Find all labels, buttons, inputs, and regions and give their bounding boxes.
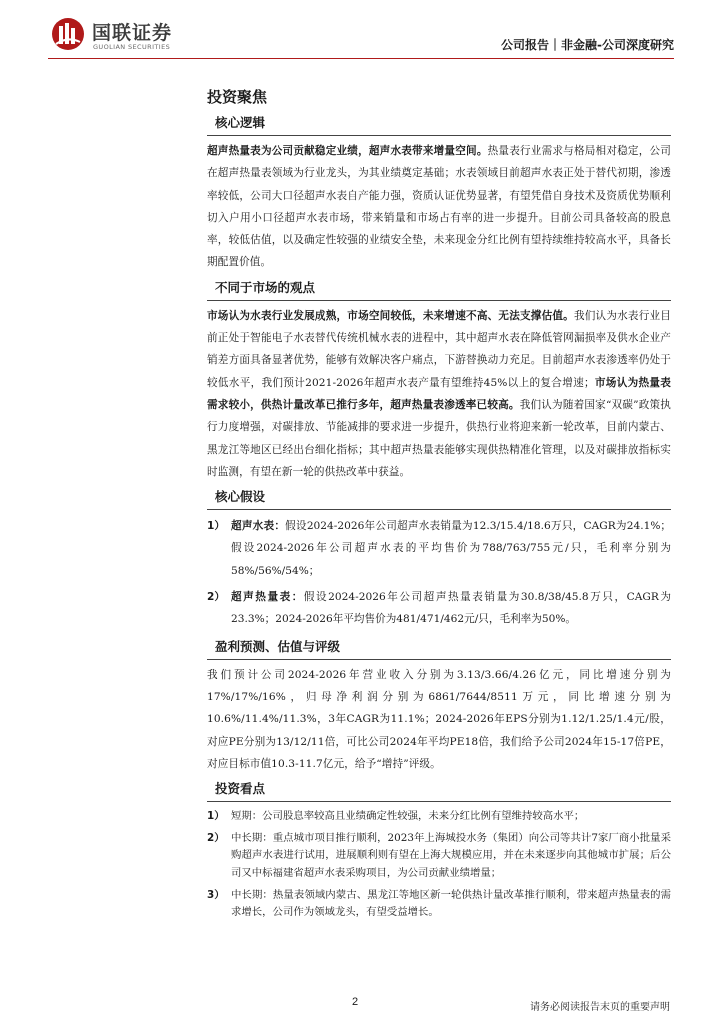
section-title: 核心逻辑 (215, 115, 266, 130)
body-text: 我们认为水表行业目前正处于智能电子水表替代传统机械水表的进程中，其中超声水表在降低管网漏损率及供水企业产销差方面具备显著优势，能够有效解决客户痛点，下游替换动力充足。目前超声水表渗透率仍处于较低水平，我们预计2021-2026年超声水表产量有望维持45%以上的复合增速； (207, 309, 671, 389)
logo-english-text: GUOLIAN SECURITIES (93, 43, 171, 51)
item-text: 短期：公司股息率较高且业绩确定性较强，未来分红比例有望维持较高水平； (231, 810, 585, 823)
item-number: 2） (207, 831, 225, 844)
item-text: 中长期：热量表领域内蒙古、黑龙江等地区新一轮供热计量改革推行顺利，带来超声热量表的需求增长，公司作为领域龙头，有望受益增长。 (231, 888, 671, 919)
list-item (207, 887, 671, 922)
main-content (207, 86, 671, 922)
paragraph (207, 140, 671, 274)
section-divider (207, 659, 671, 660)
section-divider (207, 509, 671, 510)
section-title: 盈利预测、估值与评级 (215, 638, 341, 654)
body-text-2: 我们认为随着国家“双碳”政策执行力度增强，对碳排放、节能减排的要求进一步提升，供热行业将迎来新一轮改革，目前内蒙古、黑龙江等地区已经出台细化指标；其中超声热量表能够实现供热精准化管理，以及对碳排放指标实时监测，有望在新一轮的供热改革中获益。 (207, 398, 671, 478)
section-different-view (207, 278, 671, 483)
item-number: 2） (207, 591, 225, 604)
page-header (0, 0, 724, 68)
item-body: 假设2024-2026年公司超声热量表销量为30.8/38/45.8万只，CAGR为23.3%；2024-2026年平均售价为481/471/462元/只，毛利率为50%。 (231, 591, 671, 626)
item-number: 1） (207, 520, 225, 533)
section-title: 不同于市场的观点 (215, 279, 316, 295)
section-divider (207, 801, 671, 802)
section-forecast (207, 637, 671, 775)
list-item (207, 830, 671, 883)
page-number: 2 (352, 996, 359, 1008)
section-core-logic (207, 113, 671, 274)
section-highlights (207, 779, 671, 922)
company-logo (50, 16, 200, 56)
disclaimer-note: 请务必阅读报告末页的重要声明 (530, 1002, 670, 1013)
list-item (207, 808, 671, 826)
item-number: 3） (207, 888, 225, 901)
header-divider (48, 58, 674, 59)
item-text (231, 515, 671, 582)
section-divider (207, 135, 671, 136)
paragraph (207, 305, 671, 483)
logo-chinese-text: 国联证券 (92, 22, 173, 44)
guolian-logo-icon (50, 16, 86, 52)
item-text (231, 586, 671, 631)
item-lead: 超声水表： (231, 520, 286, 533)
paragraph: 我们预计公司2024-2026年营业收入分别为3.13/3.66/4.26亿元，同比增速分别为17%/17%/16%，归母净利润分别为6861/7644/8511万元，同比增速分别为10.6%/11.4%/11.3%，3年CAGR为11.1%；2024-2026年EPS分别为1.12/1.25/1.4元/股，对应PE分别为13/12/11倍，可比公司2024年平均PE18倍，我们给予公司2024年15-17倍PE，对应目标市值10.3-11.7亿元，给予“增持”评级。 (207, 668, 671, 770)
item-number: 1） (207, 810, 225, 823)
item-body: 假设2024-2026年公司超声水表销量为12.3/15.4/18.6万只，CAGR为24.1%；假设2024-2026年公司超声水表的平均售价为788/763/755元/只，毛利率分别为58%/56%/54%； (231, 520, 672, 577)
item-text: 中长期：重点城市项目推行顺利，2023年上海城投水务（集团）向公司等共计7家厂商小批量采购超声水表进行试用，进展顺利则有望在上海大规模应用，并在未来逐步向其他城市扩展；后公司又中标福建省超声水表采购项目，为公司贡献业绩增量； (231, 831, 671, 879)
lead-sentence: 超声热量表为公司贡献稳定业绩，超声水表带来增量空间。 (207, 145, 488, 157)
section-title: 投资看点 (215, 781, 266, 797)
section-assumptions (207, 487, 671, 630)
body-text: 热量表行业需求与格局相对稳定，公司在超声热量表领域为行业龙头，为其业绩奠定基础；水表领域目前超声水表正处于替代初期，渗透率较低，公司大口径超声水表自产能力强，资质认证优势显著，有望凭借自身技术及资质优势顺利切入户用小口径超声水表市场，带来销量和市场占有率的进一步提升。目前公司具备较高的股息率，较低估值，以及确定性较强的业绩安全垫，未来现金分红比例有望持续维持较高水平，具备长期配置价值。 (207, 145, 671, 269)
document-type: 公司报告｜非金融-公司深度研究 (501, 38, 674, 52)
list-item (207, 586, 671, 631)
list-item (207, 515, 671, 582)
page-title: 投资聚焦 (207, 88, 268, 106)
item-lead: 超声热量表： (231, 591, 304, 604)
lead-sentence: 市场认为水表行业发展成熟，市场空间较低，未来增速不高、无法支撑估值。 (207, 309, 574, 322)
lead-sentence-2: 市场认为热量表需求较小，供热计量改革已推行多年，超声热量表渗透率已较高。 (207, 376, 671, 411)
section-divider (207, 300, 671, 301)
section-title: 核心假设 (215, 489, 266, 505)
